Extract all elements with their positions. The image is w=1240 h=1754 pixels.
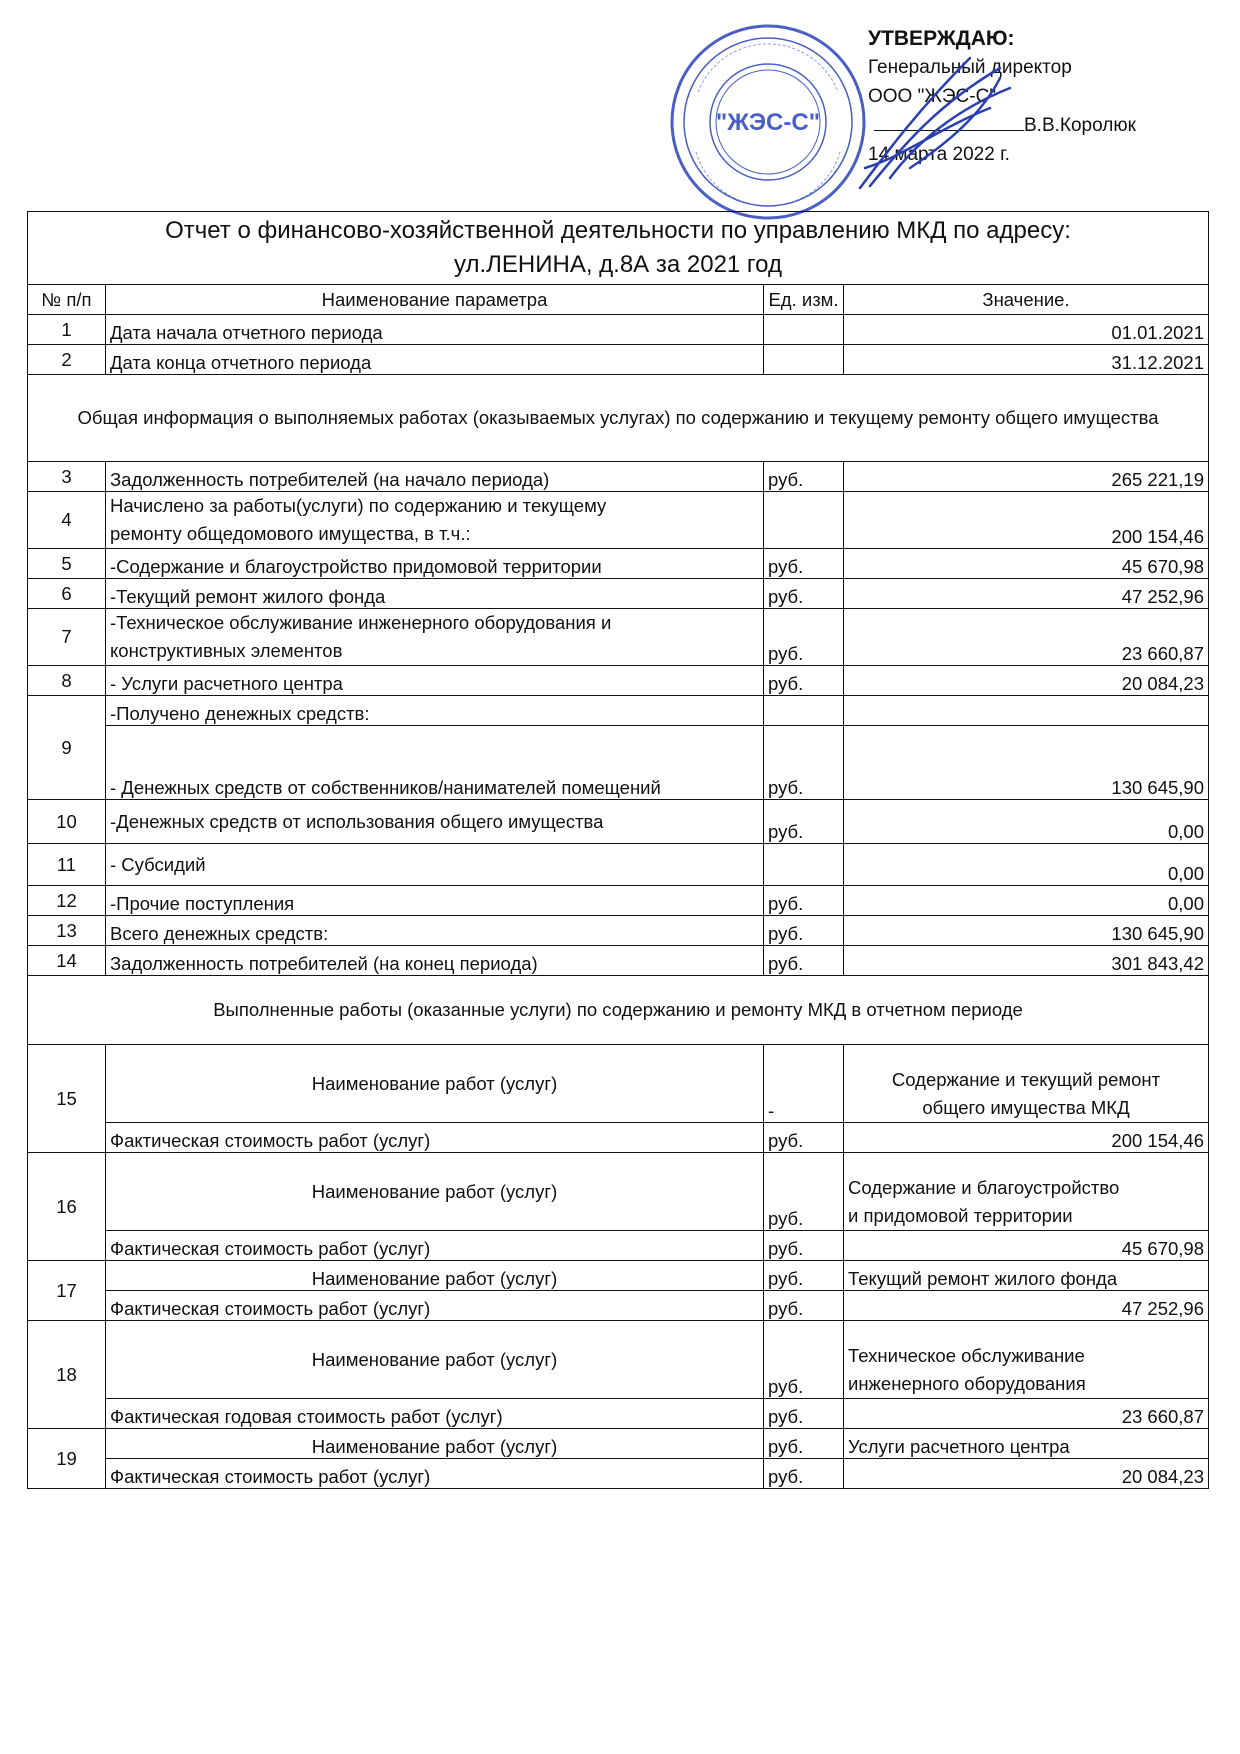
report-title-line1: Отчет о финансово-хозяйственной деятельности по управлению МКД по адресу: bbox=[165, 217, 1071, 244]
header-unit: Ед. изм. bbox=[764, 285, 844, 315]
work-name-line2: и придомовой территории bbox=[848, 1205, 1073, 1226]
header-name: Наименование параметра bbox=[106, 285, 764, 315]
works-label: Наименование работ (услуг) bbox=[106, 1261, 764, 1291]
row-unit: руб. bbox=[764, 1261, 844, 1291]
row-name: - Услуги расчетного центра bbox=[106, 666, 764, 696]
table-row bbox=[28, 1429, 1209, 1459]
table-row bbox=[28, 549, 1209, 579]
stamp-center-text: "ЖЭС-С" bbox=[715, 109, 821, 136]
row-num: 14 bbox=[28, 946, 106, 976]
table-row bbox=[28, 609, 1209, 666]
approval-date: 14 марта 2022 г. bbox=[868, 144, 1010, 165]
row-unit: руб. bbox=[764, 462, 844, 492]
row-unit bbox=[764, 844, 844, 886]
cost-label: Фактическая стоимость работ (услуг) bbox=[106, 1231, 764, 1261]
work-name-line2: инженерного оборудования bbox=[848, 1373, 1086, 1394]
cost-label: Фактическая стоимость работ (услуг) bbox=[106, 1123, 764, 1153]
cost-label: Фактическая годовая стоимость работ (услуг) bbox=[106, 1399, 764, 1429]
table-row bbox=[28, 800, 1209, 844]
table-row bbox=[28, 1123, 1209, 1153]
table-row bbox=[28, 1231, 1209, 1261]
row-name: - Субсидий bbox=[106, 844, 764, 886]
row-value: 23 660,87 bbox=[844, 1399, 1209, 1429]
row-unit: руб. bbox=[764, 1429, 844, 1459]
row-unit: руб. bbox=[764, 800, 844, 844]
row-name: Всего денежных средств: bbox=[106, 916, 764, 946]
row-unit: руб. bbox=[764, 1123, 844, 1153]
row-value: 47 252,96 bbox=[844, 1291, 1209, 1321]
row-unit bbox=[764, 696, 844, 726]
section-general-info bbox=[28, 375, 1209, 462]
row-value: 265 221,19 bbox=[844, 462, 1209, 492]
row-value: 200 154,46 bbox=[844, 492, 1209, 549]
row-value: 01.01.2021 bbox=[844, 315, 1209, 345]
table-row bbox=[28, 1291, 1209, 1321]
row-name: - Денежных средств от собственников/нанимателей помещений bbox=[106, 726, 764, 800]
row-name-line1: -Техническое обслуживание инженерного оборудования и bbox=[110, 612, 612, 633]
row-name-line1: Начислено за работы(услуги) по содержанию и текущему bbox=[110, 495, 607, 516]
row-unit: руб. bbox=[764, 946, 844, 976]
row-name: Задолженность потребителей (на конец периода) bbox=[106, 946, 764, 976]
table-row bbox=[28, 666, 1209, 696]
row-num: 5 bbox=[28, 549, 106, 579]
row-num: 17 bbox=[28, 1261, 106, 1321]
work-name bbox=[844, 1045, 1209, 1123]
row-value: 0,00 bbox=[844, 800, 1209, 844]
row-num: 15 bbox=[28, 1045, 106, 1153]
table-row bbox=[28, 916, 1209, 946]
table-row bbox=[28, 1459, 1209, 1489]
row-value: 31.12.2021 bbox=[844, 345, 1209, 375]
table-row bbox=[28, 946, 1209, 976]
report-title bbox=[28, 212, 1209, 285]
row-name-line2: ремонту общедомового имущества, в т.ч.: bbox=[110, 523, 471, 544]
work-name-line1: Содержание и благоустройство bbox=[848, 1177, 1120, 1198]
row-num: 19 bbox=[28, 1429, 106, 1489]
work-name-line1: Техническое обслуживание bbox=[848, 1345, 1085, 1366]
row-unit bbox=[764, 345, 844, 375]
row-value: 20 084,23 bbox=[844, 1459, 1209, 1489]
row-name bbox=[106, 609, 764, 666]
row-num: 9 bbox=[28, 696, 106, 800]
row-unit: руб. bbox=[764, 1291, 844, 1321]
row-unit: руб. bbox=[764, 1153, 844, 1231]
table-row bbox=[28, 1399, 1209, 1429]
approval-company: ООО "ЖЭС-С" bbox=[868, 86, 997, 107]
table-row bbox=[28, 492, 1209, 549]
table-row bbox=[28, 315, 1209, 345]
row-num: 13 bbox=[28, 916, 106, 946]
row-unit: руб. bbox=[764, 1459, 844, 1489]
work-name-line2: общего имущества МКД bbox=[922, 1097, 1130, 1118]
row-unit: руб. bbox=[764, 726, 844, 800]
row-name: Дата конца отчетного периода bbox=[106, 345, 764, 375]
row-value bbox=[844, 696, 1209, 726]
row-num: 8 bbox=[28, 666, 106, 696]
row-num: 11 bbox=[28, 844, 106, 886]
row-unit: руб. bbox=[764, 1231, 844, 1261]
row-num: 6 bbox=[28, 579, 106, 609]
row-num: 10 bbox=[28, 800, 106, 844]
row-value: 45 670,98 bbox=[844, 1231, 1209, 1261]
row-unit: руб. bbox=[764, 579, 844, 609]
approval-heading: УТВЕРЖДАЮ: bbox=[868, 27, 1015, 50]
table-row bbox=[28, 844, 1209, 886]
row-value: 0,00 bbox=[844, 844, 1209, 886]
row-value: 130 645,90 bbox=[844, 726, 1209, 800]
works-label: Наименование работ (услуг) bbox=[106, 1429, 764, 1459]
row-unit: руб. bbox=[764, 1399, 844, 1429]
works-label: Наименование работ (услуг) bbox=[106, 1321, 764, 1399]
row-num: 16 bbox=[28, 1153, 106, 1261]
section-title: Общая информация о выполняемых работах (оказываемых услугах) по содержанию и текущему ремонту общего имущества bbox=[28, 375, 1209, 462]
table-row bbox=[28, 726, 1209, 800]
table-row bbox=[28, 462, 1209, 492]
table-row bbox=[28, 345, 1209, 375]
work-name bbox=[844, 1321, 1209, 1399]
row-unit: руб. bbox=[764, 1321, 844, 1399]
table-row bbox=[28, 1261, 1209, 1291]
table-row bbox=[28, 1153, 1209, 1231]
row-name: -Получено денежных средств: bbox=[106, 696, 764, 726]
row-num: 7 bbox=[28, 609, 106, 666]
cost-label: Фактическая стоимость работ (услуг) bbox=[106, 1291, 764, 1321]
signature-scribble bbox=[850, 48, 1020, 198]
work-name-line1: Содержание и текущий ремонт bbox=[891, 1069, 1161, 1090]
row-name: Дата начала отчетного периода bbox=[106, 315, 764, 345]
row-unit: руб. bbox=[764, 916, 844, 946]
header-value: Значение. bbox=[844, 285, 1209, 315]
row-name-line2: конструктивных элементов bbox=[110, 640, 343, 661]
row-value: 130 645,90 bbox=[844, 916, 1209, 946]
row-value: 45 670,98 bbox=[844, 549, 1209, 579]
table-row bbox=[28, 1321, 1209, 1399]
row-unit: - bbox=[764, 1045, 844, 1123]
row-unit: руб. bbox=[764, 886, 844, 916]
row-name: -Прочие поступления bbox=[106, 886, 764, 916]
row-name: -Содержание и благоустройство придомовой территории bbox=[106, 549, 764, 579]
row-num: 18 bbox=[28, 1321, 106, 1429]
table-row bbox=[28, 696, 1209, 726]
row-unit: руб. bbox=[764, 666, 844, 696]
row-num: 4 bbox=[28, 492, 106, 549]
row-name: -Текущий ремонт жилого фонда bbox=[106, 579, 764, 609]
table-header bbox=[28, 285, 1209, 315]
table-row bbox=[28, 1045, 1209, 1123]
company-stamp bbox=[668, 22, 868, 222]
row-unit: руб. bbox=[764, 609, 844, 666]
header-num: № п/п bbox=[28, 285, 106, 315]
work-name bbox=[844, 1153, 1209, 1231]
work-name: Текущий ремонт жилого фонда bbox=[844, 1261, 1209, 1291]
row-value: 301 843,42 bbox=[844, 946, 1209, 976]
row-name: -Денежных средств от использования общего имущества bbox=[106, 800, 764, 844]
report-table bbox=[27, 211, 1209, 1489]
row-unit: руб. bbox=[764, 549, 844, 579]
report-title-line2: ул.ЛЕНИНА, д.8А за 2021 год bbox=[454, 251, 782, 278]
row-value: 47 252,96 bbox=[844, 579, 1209, 609]
table-row bbox=[28, 579, 1209, 609]
row-value: 23 660,87 bbox=[844, 609, 1209, 666]
cost-label: Фактическая стоимость работ (услуг) bbox=[106, 1459, 764, 1489]
row-num: 1 bbox=[28, 315, 106, 345]
row-num: 12 bbox=[28, 886, 106, 916]
row-unit bbox=[764, 492, 844, 549]
row-value: 0,00 bbox=[844, 886, 1209, 916]
row-value: 20 084,23 bbox=[844, 666, 1209, 696]
table-row bbox=[28, 886, 1209, 916]
row-value: 200 154,46 bbox=[844, 1123, 1209, 1153]
approval-position: Генеральный директор bbox=[868, 57, 1072, 78]
row-name: Задолженность потребителей (на начало периода) bbox=[106, 462, 764, 492]
row-num: 2 bbox=[28, 345, 106, 375]
row-name bbox=[106, 492, 764, 549]
section-works bbox=[28, 976, 1209, 1045]
approval-signatory: В.В.Королюк bbox=[1024, 115, 1136, 136]
row-num: 3 bbox=[28, 462, 106, 492]
section-title: Выполненные работы (оказанные услуги) по содержанию и ремонту МКД в отчетном периоде bbox=[28, 976, 1209, 1045]
works-label: Наименование работ (услуг) bbox=[106, 1153, 764, 1231]
work-name: Услуги расчетного центра bbox=[844, 1429, 1209, 1459]
works-label: Наименование работ (услуг) bbox=[106, 1045, 764, 1123]
row-unit bbox=[764, 315, 844, 345]
